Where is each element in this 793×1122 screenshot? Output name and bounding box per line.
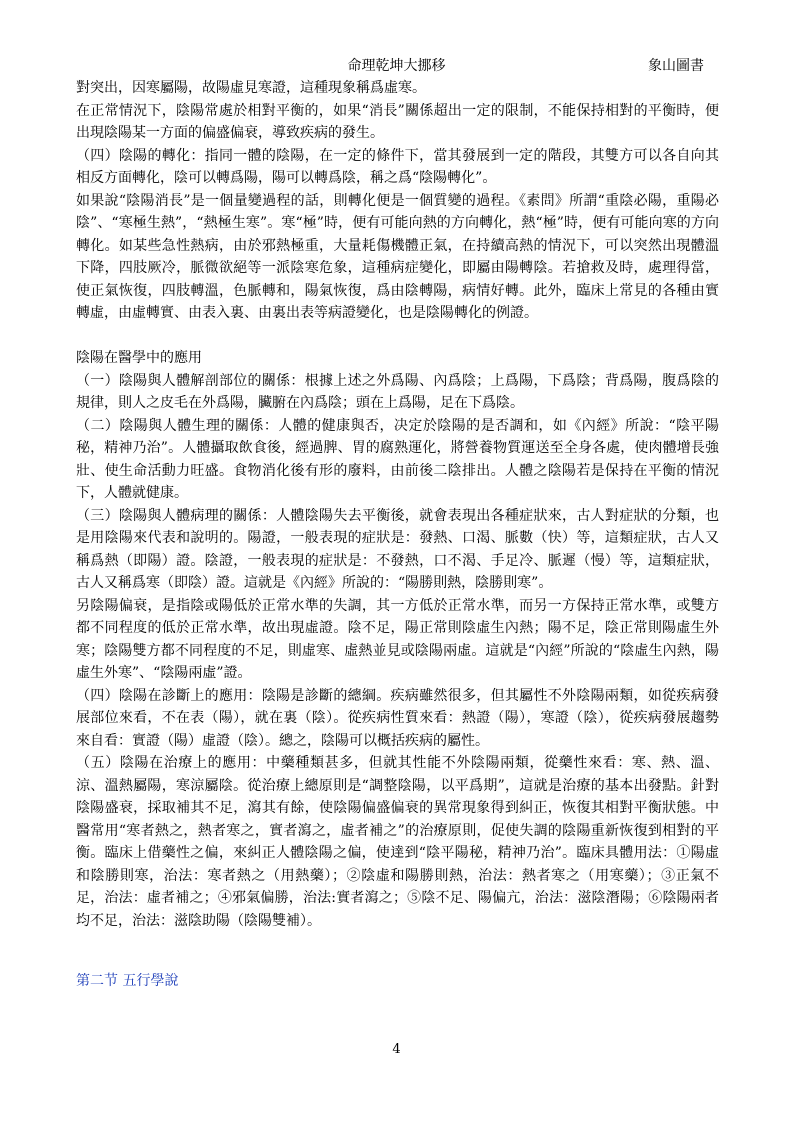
paragraph: 另陰陽偏衰，是指陰或陽低於正常水準的失調，其一方低於正常水準，而另一方保持正常水準，或雙方都不同程度的低於正常水準，故出現虛證。陰不足，陽正常則陰虛生內熱；陽不足，陰正常則陽虛生外寒；陰陽雙方都不同程度的不足，則虛寒、虛熱並見或陰陽兩虛。這就是“內經”所說的“陰虛生內熱，陽虛生外寒”、“陰陽兩虛”證。	[76, 597, 719, 681]
running-header-publisher: 象山圖書	[648, 58, 704, 74]
body-text	[76, 77, 719, 932]
paragraph: （四）陰陽的轉化：指同一體的陰陽，在一定的條件下，當其發展到一定的階段，其雙方可以各自向其相反方面轉化，陰可以轉爲陽，陽可以轉爲陰，稱之爲“陰陽轉化”。	[76, 147, 719, 186]
blank-line	[76, 325, 719, 348]
section-heading: 第二节 五行學說	[76, 973, 179, 989]
paragraph: 對突出，因寒屬陽，故陽虛見寒證，這種現象稱爲虛寒。	[76, 80, 426, 96]
paragraph: （一）陰陽與人體解剖部位的關係：根據上述之外爲陽、內爲陰；上爲陽，下爲陰；背爲陽，腹爲陰的規律，則人之皮毛在外爲陽，臟腑在內爲陰；頭在上爲陽，足在下爲陰。	[76, 372, 719, 411]
subheading: 陰陽在醫學中的應用	[76, 350, 202, 366]
running-header-title: 命理乾坤大挪移	[347, 58, 446, 74]
paragraph: （二）陰陽與人體生理的關係：人體的健康與否，决定於陰陽的是否調和，如《內經》所說：“陰平陽秘，精神乃治”。人體攝取飲食後，經過脾、胃的腐熟運化，將營養物質運送至全身各處，使肉體增長強壯、使生命活動力旺盛。食物消化後有形的廢料，由前後二陰排出。人體之陰陽若是保持在平衡的情況下，人體就健康。	[76, 417, 719, 501]
paragraph: （三）陰陽與人體病理的關係：人體陰陽失去平衡後，就會表現出各種症狀來，古人對症狀的分類，也是用陰陽來代表和說明的。陽證，一般表現的症狀是：發熱、口渴、脈數（快）等，這類症狀，古人又稱爲熱（即陽）證。陰證，一般表現的症狀是：不發熱，口不渴、手足冷、脈遲（慢）等，這類症狀，古人又稱爲寒（即陰）證。這就是《內經》所說的：“陽勝則熱，陰勝則寒”。	[76, 507, 719, 591]
paragraph: （四）陰陽在診斷上的應用：陰陽是診斷的總綱。疾病雖然很多，但其屬性不外陰陽兩類，如從疾病發展部位來看，不在表（陽），就在裏（陰）。從疾病性質來看：熱證（陽），寒證（陰），從疾病發展趨勢來自看：實證（陽）虛證（陰）。總之，陰陽可以概括疾病的屬性。	[76, 687, 719, 749]
paragraph: 在正常情況下，陰陽常處於相對平衡的，如果“消長”關係超出一定的限制，不能保持相對的平衡時，便出現陰陽某一方面的偏盛偏衰，導致疾病的發生。	[76, 102, 719, 141]
paragraph: （五）陰陽在治療上的應用：中藥種類甚多，但就其性能不外陰陽兩類，從藥性來看：寒、熱、溫、涼、溫熱屬陽，寒涼屬陰。從治療上總原則是“調整陰陽，以平爲期”，這就是治療的基本出發點。針對陰陽盛衰，採取補其不足，瀉其有餘，使陰陽偏盛偏衰的異常現象得到糾正，恢復其相對平衡狀態。中醫常用“寒者熱之，熱者寒之，實者瀉之，虛者補之”的治療原則，促使失調的陰陽重新恢復到相對的平衡。臨床上借藥性之偏，來糾正人體陰陽之偏，使達到“陰平陽秘，精神乃治”。臨床具體用法：①陽虛和陰勝則寒，治法：寒者熱之（用熱藥）；②陰虛和陽勝則熱，治法：熱者寒之（用寒藥）；③正氣不足，治法：虛者補之；④邪氣偏勝，治法:實者瀉之；⑤陰不足、陽偏亢，治法：滋陰潛陽；⑥陰陽兩者均不足，治法：滋陰助陽（陰陽雙補）。	[76, 755, 719, 929]
paragraph: 如果說“陰陽消長”是一個量變過程的話，則轉化便是一個質變的過程。《素問》所謂“重陰必陽，重陽必陰”、“寒極生熱”，“熱極生寒”。寒“極”時，便有可能向熱的方向轉化，熱“極”時，便有可能向寒的方向轉化。如某些急性熱病，由於邪熱極重，大量耗傷機體正氣，在持續高熱的情況下，可以突然出現體溫下降，四肢厥冷，脈微欲絕等一派陰寒危象，這種病症變化，即屬由陽轉陰。若搶救及時，處理得當，使正氣恢復，四肢轉溫，色脈轉和，陽氣恢復，爲由陰轉陽，病情好轉。此外，臨床上常見的各種由實轉虛，由虛轉實、由表入裏、由裏出表等病證變化，也是陰陽轉化的例證。	[76, 192, 719, 321]
page-number: 4	[392, 1042, 401, 1057]
